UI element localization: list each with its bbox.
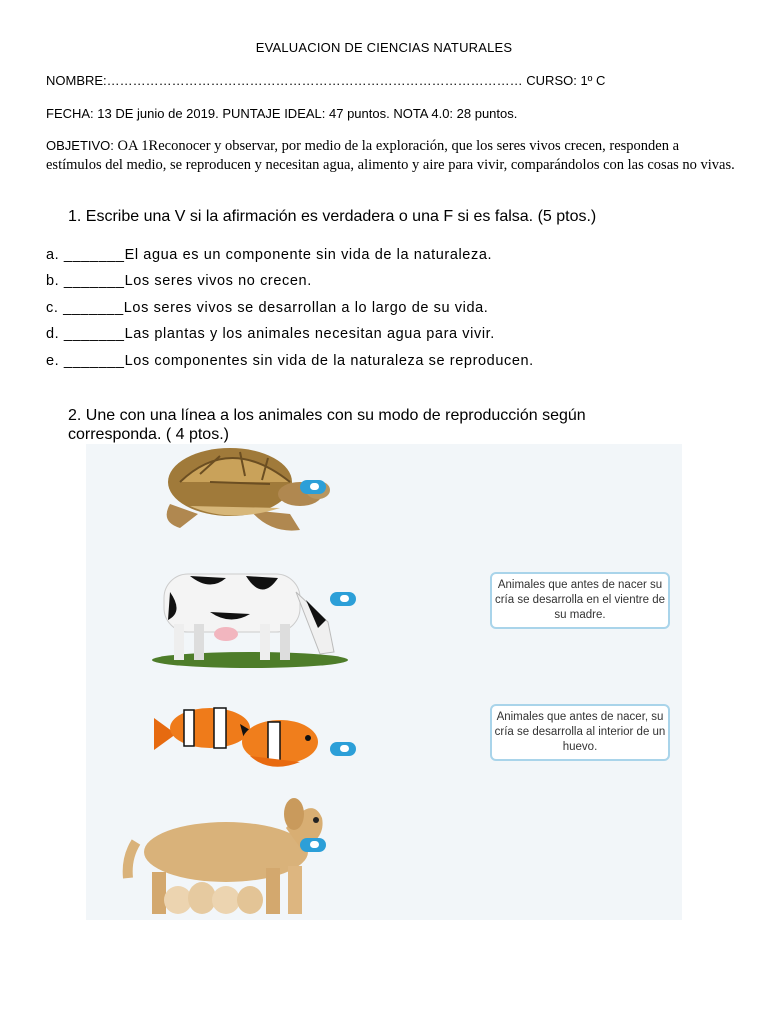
box-oviparous[interactable]: Animales que antes de nacer, su cría se desarrolla al interior de un huevo. — [490, 704, 670, 761]
matching-panel — [86, 444, 682, 920]
tf-item-d: d. _______Las plantas y los animales necesitan agua para vivir. — [46, 326, 495, 342]
tf-item-e: e. _______Los componentes sin vida de la naturaleza se reproducen. — [46, 353, 534, 369]
objective-paragraph — [46, 136, 736, 175]
turtle-connector-dot[interactable] — [300, 480, 326, 494]
tf-item-c: c. _______Los seres vivos se desarrollan a lo largo de su vida. — [46, 300, 489, 316]
date-score-line: FECHA: 13 DE junio de 2019. PUNTAJE IDEAL: 47 puntos. NOTA 4.0: 28 puntos. — [46, 106, 518, 121]
clownfish-image — [150, 696, 330, 776]
objective-text: OA 1Reconocer y observar, por medio de la exploración, que los seres vivos crecen, responden a estímulos del medio, se reproducen y necesitan agua, alimento y aire para vivir, comparándolos con las cosas no vivas. — [46, 138, 735, 173]
dog-connector-dot[interactable] — [300, 838, 326, 852]
objective-label: OBJETIVO: — [46, 138, 114, 153]
box-viviparous[interactable]: Animales que antes de nacer su cría se desarrolla en el vientre de su madre. — [490, 572, 670, 629]
dog-image — [116, 788, 326, 918]
question-1-prompt: 1. Escribe una V si la afirmación es verdadera o una F si es falsa. (5 ptos.) — [68, 208, 597, 225]
question-2-prompt — [68, 406, 586, 444]
cow-image — [150, 562, 350, 668]
document-title: EVALUACION DE CIENCIAS NATURALES — [255, 40, 513, 55]
question-2-line-1: 2. Une con una línea a los animales con su modo de reproducción según — [68, 407, 586, 424]
tf-item-b: b. _______Los seres vivos no crecen. — [46, 273, 312, 289]
name-course-line: NOMBRE:…………………………………………………………………………………… CURSO: 1º C — [46, 73, 606, 88]
tf-item-a: a. _______El agua es un componente sin vida de la naturaleza. — [46, 247, 493, 263]
clownfish-connector-dot[interactable] — [330, 742, 356, 756]
question-2-line-2: corresponda. ( 4 ptos.) — [68, 426, 229, 443]
cow-connector-dot[interactable] — [330, 592, 356, 606]
